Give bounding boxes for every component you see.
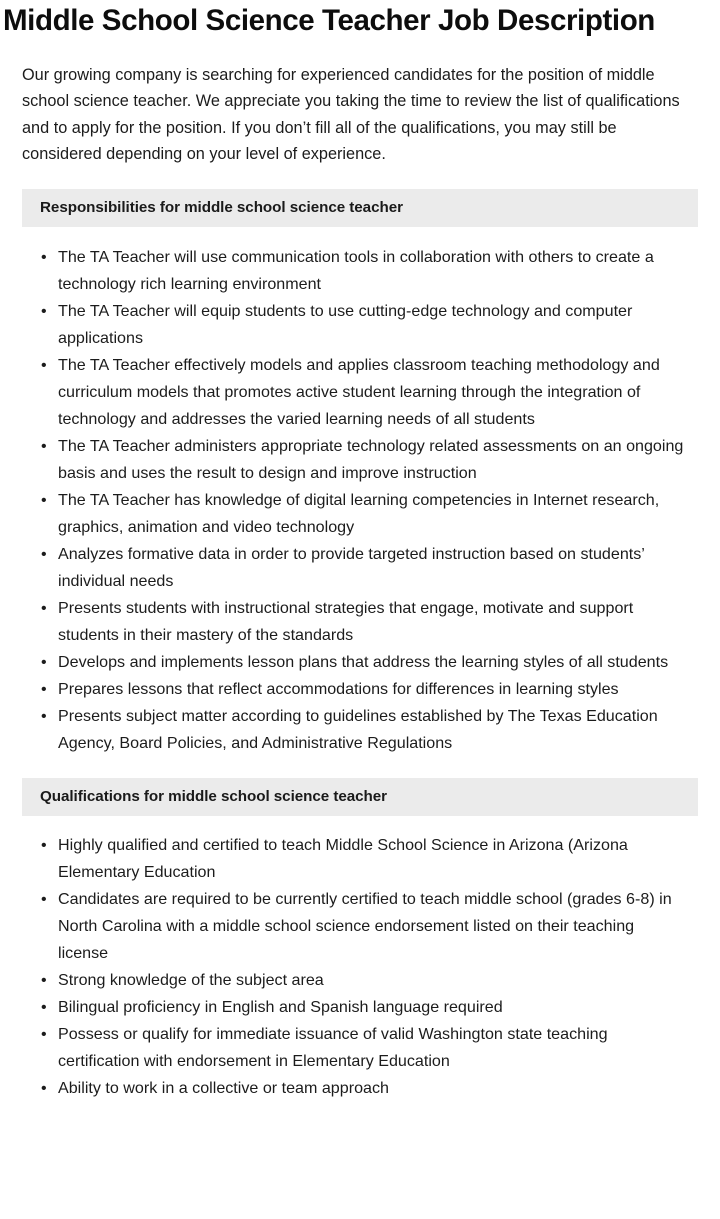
bullet-icon: • — [41, 890, 47, 908]
list-item — [0, 703, 720, 757]
list-item — [0, 832, 720, 886]
list-item — [0, 352, 720, 433]
bullet-icon: • — [41, 248, 47, 266]
page-title: Middle School Science Teacher Job Description — [3, 4, 655, 37]
intro-paragraph: Our growing company is searching for experienced candidates for the position of middle school science teacher. We appreciate you taking the time to review the list of qualifications and to apply for the position. If you don’t fill all of the qualifications, you may still be considered depending on your level of experience. — [22, 66, 680, 164]
bullet-icon: • — [41, 707, 47, 725]
list-item-text: Prepares lessons that reflect accommodations for differences in learning styles — [58, 679, 619, 698]
list-item-text: Strong knowledge of the subject area — [58, 970, 324, 989]
list-item — [0, 298, 720, 352]
list-item — [0, 1075, 720, 1102]
bullet-icon: • — [41, 653, 47, 671]
list-item-text: Analyzes formative data in order to provide targeted instruction based on students’ individual needs — [58, 544, 645, 590]
section-header-responsibilities — [22, 189, 698, 227]
responsibilities-list — [0, 227, 720, 757]
list-item — [0, 541, 720, 595]
bullet-icon: • — [41, 971, 47, 989]
list-item-text: Presents subject matter according to guidelines established by The Texas Education Agency, Board Policies, and Administrative Regulations — [58, 706, 658, 752]
list-item — [0, 994, 720, 1021]
list-item-text: The TA Teacher will use communication tools in collaboration with others to create a technology rich learning environment — [58, 247, 654, 293]
bullet-icon: • — [41, 491, 47, 509]
list-item — [0, 595, 720, 649]
section-responsibilities — [0, 189, 720, 757]
bullet-icon: • — [41, 836, 47, 854]
section-header-qualifications — [22, 778, 698, 816]
list-item-text: Highly qualified and certified to teach Middle School Science in Arizona (Arizona Elementary Education — [58, 835, 628, 881]
bullet-icon: • — [41, 680, 47, 698]
list-item — [0, 487, 720, 541]
list-item — [0, 886, 720, 967]
bullet-icon: • — [41, 599, 47, 617]
bullet-icon: • — [41, 1079, 47, 1097]
list-item — [0, 649, 720, 676]
list-item-text: The TA Teacher has knowledge of digital learning competencies in Internet research, graphics, animation and video technology — [58, 490, 660, 536]
bullet-icon: • — [41, 437, 47, 455]
qualifications-list — [0, 816, 720, 1102]
list-item-text: Presents students with instructional strategies that engage, motivate and support students in their mastery of the standards — [58, 598, 634, 644]
list-item-text: The TA Teacher administers appropriate technology related assessments on an ongoing basis and uses the result to design and improve instruction — [58, 436, 684, 482]
list-item-text: The TA Teacher will equip students to use cutting-edge technology and computer applications — [58, 301, 633, 347]
list-item — [0, 433, 720, 487]
bullet-icon: • — [41, 302, 47, 320]
list-item — [0, 676, 720, 703]
bullet-icon: • — [41, 356, 47, 374]
list-item-text: Possess or qualify for immediate issuance of valid Washington state teaching certification with endorsement in Elementary Education — [58, 1024, 608, 1070]
list-item — [0, 1021, 720, 1075]
list-item-text: Candidates are required to be currently certified to teach middle school (grades 6-8) in North Carolina with a middle school science endorsement listed on their teaching license — [58, 889, 672, 962]
list-item-text: Bilingual proficiency in English and Spanish language required — [58, 997, 503, 1016]
bullet-icon: • — [41, 1025, 47, 1043]
section-heading-label: Qualifications for middle school science teacher — [40, 788, 388, 806]
list-item — [0, 244, 720, 298]
list-item-text: Ability to work in a collective or team approach — [58, 1078, 389, 1097]
bullet-icon: • — [41, 998, 47, 1016]
list-item-text: The TA Teacher effectively models and applies classroom teaching methodology and curriculum models that promotes active student learning through the integration of technology and addresses the varied learning needs of all students — [58, 355, 660, 428]
list-item-text: Develops and implements lesson plans that address the learning styles of all students — [58, 652, 669, 671]
list-item — [0, 967, 720, 994]
bullet-icon: • — [41, 545, 47, 563]
section-heading-label: Responsibilities for middle school science teacher — [40, 199, 403, 217]
section-qualifications — [0, 778, 720, 1102]
